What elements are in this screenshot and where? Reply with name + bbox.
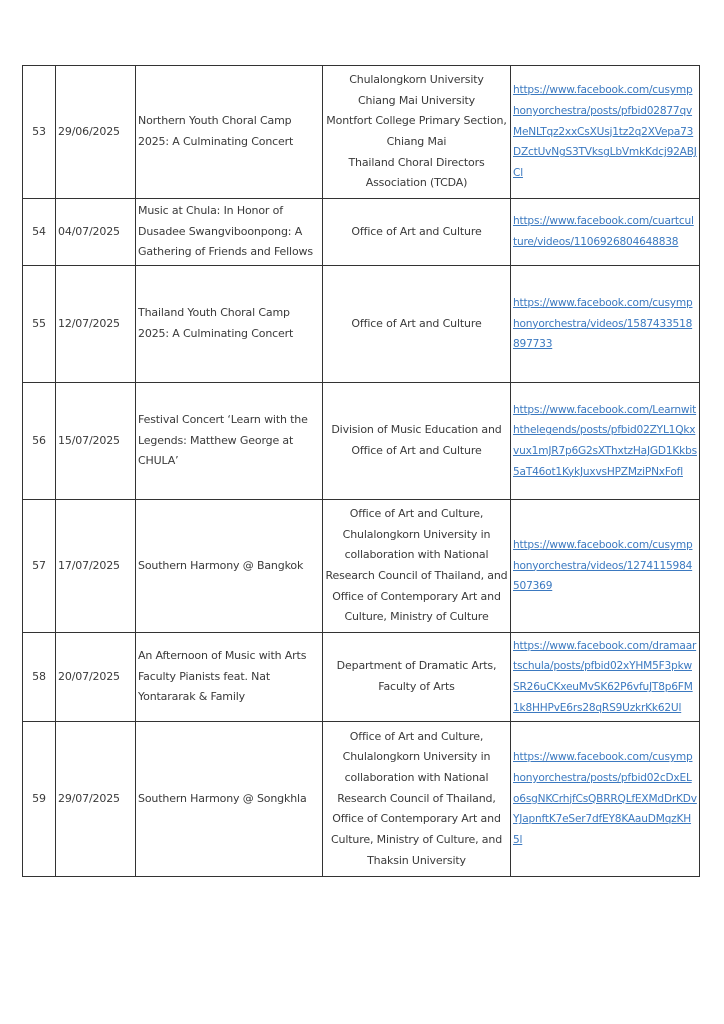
event-title: Southern Harmony @ Bangkok xyxy=(136,500,323,633)
event-title: Southern Harmony @ Songkhla xyxy=(136,722,323,877)
row-number: 53 xyxy=(23,66,56,199)
organizer-line: Chiang Mai xyxy=(386,135,447,148)
event-link[interactable]: https://www.facebook.com/cuartculture/videos/1106926804648838 xyxy=(513,215,694,248)
organizer-line: Montfort College Primary Section, xyxy=(326,114,507,128)
organizer-line: Office of Contemporary Art and xyxy=(332,589,501,603)
event-link[interactable]: https://www.facebook.com/dramaartschula/posts/pfbid02xYHM5F3pkwSR26uCKxeuMvSK62P6vfuJT8p6FM1k8HHPvE6rs28qRS9UzkrKk62Ul xyxy=(513,639,697,714)
table-row xyxy=(23,722,700,877)
organizer-line: Division of Music Education and xyxy=(331,423,502,437)
event-date: 04/07/2025 xyxy=(56,199,136,266)
event-organizer xyxy=(323,500,511,633)
event-organizer xyxy=(323,66,511,199)
event-date: 29/06/2025 xyxy=(56,66,136,199)
event-title: Thailand Youth Choral Camp 2025: A Culminating Concert xyxy=(136,266,323,383)
event-date: 29/07/2025 xyxy=(56,722,136,877)
table-row xyxy=(23,66,700,199)
organizer-line: Department of Dramatic Arts, xyxy=(336,659,497,673)
organizer-line: Thaksin University xyxy=(367,853,466,867)
table-row xyxy=(23,500,700,633)
row-number: 56 xyxy=(23,383,56,500)
row-number: 57 xyxy=(23,500,56,633)
organizer-line: Culture, Ministry of Culture xyxy=(344,610,489,624)
row-number: 59 xyxy=(23,722,56,877)
document-page xyxy=(22,65,699,877)
table-row xyxy=(23,199,700,266)
event-link[interactable]: https://www.facebook.com/cusymphonyorchestra/videos/1274115984507369 xyxy=(513,538,693,593)
organizer-line: collaboration with National xyxy=(344,770,489,784)
event-organizer xyxy=(323,633,511,722)
organizer-line: Office of Art and Culture xyxy=(351,224,482,238)
row-number: 58 xyxy=(23,633,56,722)
organizer-line: Thailand Choral Directors xyxy=(348,155,485,169)
event-link-cell xyxy=(511,266,700,383)
event-date: 15/07/2025 xyxy=(56,383,136,500)
event-link-cell xyxy=(511,66,700,199)
table-row xyxy=(23,383,700,500)
organizer-line: Research Council of Thailand, and xyxy=(325,569,508,582)
event-link-cell xyxy=(511,199,700,266)
table-row xyxy=(23,266,700,383)
organizer-line: Chulalongkorn University in xyxy=(342,527,491,541)
organizer-line: Office of Art and Culture xyxy=(351,316,482,330)
event-title: Festival Concert ‘Learn with the Legends: Matthew George at CHULA’ xyxy=(136,383,323,500)
row-number: 54 xyxy=(23,199,56,266)
event-link-cell xyxy=(511,383,700,500)
organizer-line: Association (TCDA) xyxy=(365,176,468,190)
event-title: Northern Youth Choral Camp 2025: A Culminating Concert xyxy=(136,66,323,199)
event-link-cell xyxy=(511,722,700,877)
organizer-line: Chulalongkorn University in xyxy=(342,750,491,764)
event-organizer xyxy=(323,199,511,266)
event-link[interactable]: https://www.facebook.com/cusymphonyorchestra/videos/1587433518897733 xyxy=(513,296,693,351)
organizer-line: Office of Contemporary Art and xyxy=(332,812,501,826)
organizer-line: Office of Art and Culture, xyxy=(349,729,484,743)
organizer-line: Faculty of Arts xyxy=(378,680,455,693)
event-link-cell xyxy=(511,500,700,633)
event-link[interactable]: https://www.facebook.com/Learnwiththelegends/posts/pfbid02ZYL1Qkxvux1mJR7p6G2sXThxtzHaJGD1Kkbs5aT46ot1KykJuxvsHPZMziPNxFofl xyxy=(513,403,697,478)
organizer-line: Culture, Ministry of Culture, and xyxy=(330,833,503,847)
organizer-line: Research Council of Thailand, xyxy=(337,791,496,805)
event-link[interactable]: https://www.facebook.com/cusymphonyorchestra/posts/pfbid02cDxELo6sgNKCrhjfCsQBRRQLfEXMdDrKDvYJapnftK7eSer7dfEY8KAauDMqzKH5l xyxy=(513,751,697,847)
organizer-line: Chiang Mai University xyxy=(357,93,476,107)
event-title: An Afternoon of Music with Arts Faculty Pianists feat. Nat Yontararak & Family xyxy=(136,633,323,722)
table-row xyxy=(23,633,700,722)
organizer-line: Chulalongkorn University xyxy=(349,72,484,86)
event-organizer xyxy=(323,722,511,877)
row-number: 55 xyxy=(23,266,56,383)
events-table xyxy=(22,65,700,877)
organizer-line: Office of Art and Culture xyxy=(351,444,482,457)
event-date: 20/07/2025 xyxy=(56,633,136,722)
event-link[interactable]: https://www.facebook.com/cusymphonyorchestra/posts/pfbid02877qvMeNLTqz2xxCsXUsj1tz2q2XVepa73DZctUvNgS3TVksgLbVmkKdcj92ABJCl xyxy=(513,84,697,180)
event-date: 12/07/2025 xyxy=(56,266,136,383)
event-date: 17/07/2025 xyxy=(56,500,136,633)
organizer-line: collaboration with National xyxy=(344,548,489,562)
event-link-cell xyxy=(511,633,700,722)
event-organizer xyxy=(323,266,511,383)
event-organizer xyxy=(323,383,511,500)
organizer-line: Office of Art and Culture, xyxy=(349,506,484,520)
event-title: Music at Chula: In Honor of Dusadee Swangviboonpong: A Gathering of Friends and Fellows xyxy=(136,199,323,266)
